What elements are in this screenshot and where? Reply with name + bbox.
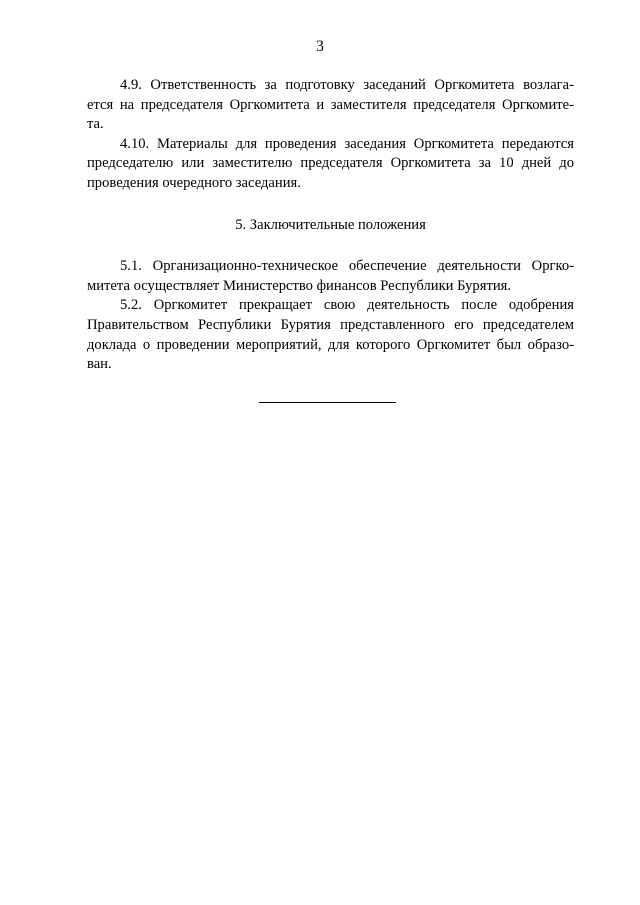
paragraph-5-1 [87,257,574,296]
section-5-heading: 5. Заключительные положения [235,216,426,233]
paragraph-line: проведения очередного заседания. [87,174,301,191]
paragraph-line: 5.2. Оргкомитет прекращает свою деятельность после одобрения [120,297,574,314]
paragraph-5-2 [87,296,574,374]
page-number: 3 [316,38,324,55]
paragraph-line: та. [87,116,104,133]
paragraph-4-10 [87,135,574,194]
paragraph-line: митета осуществляет Министерство финансов Республики Бурятия. [87,277,511,294]
paragraph-line: Правительством Республики Бурятия представленного его председателем [87,316,574,333]
paragraph-line: ван. [87,356,112,373]
paragraph-line: председателю или заместителю председателя Оргкомитета за 10 дней до [87,155,574,172]
paragraph-line: 4.9. Ответственность за подготовку заседаний Оргкомитета возлага- [120,77,574,93]
paragraph-line: ется на председателя Оргкомитета и заместителя председателя Оргкомите- [87,96,574,113]
paragraph-line: 4.10. Материалы для проведения заседания Оргкомитета передаются [120,135,574,152]
paragraph-line: доклада о проведении мероприятий, для которого Оргкомитет был образо- [87,336,574,353]
closing-separator-line [259,402,396,403]
paragraph-4-9 [87,76,574,135]
paragraph-line: 5.1. Организационно-техническое обеспечение деятельности Оргко- [120,258,574,275]
document-body [87,76,574,375]
